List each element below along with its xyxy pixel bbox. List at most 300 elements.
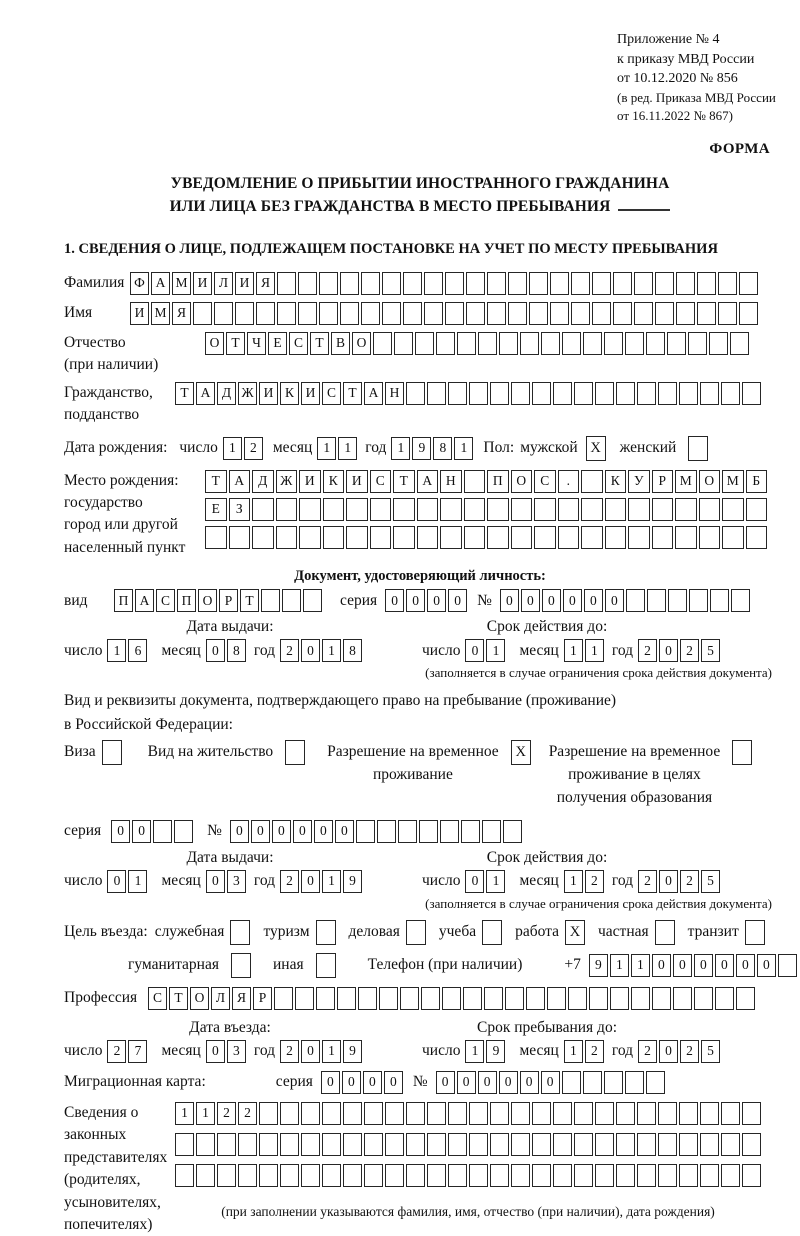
char-cell[interactable]: 1 [322,639,341,662]
char-cell[interactable] [583,1071,602,1094]
char-cell[interactable] [301,1164,320,1187]
char-cell[interactable] [469,1102,488,1125]
char-cell[interactable] [463,987,482,1010]
char-cell[interactable]: А [151,272,170,295]
char-cell[interactable]: 0 [132,820,151,843]
char-cell[interactable] [280,1102,299,1125]
char-cell[interactable]: 0 [206,870,225,893]
char-cell[interactable] [558,498,580,521]
char-cell[interactable]: 0 [293,820,312,843]
char-cell[interactable] [490,1102,509,1125]
char-cell[interactable] [508,302,527,325]
char-cell[interactable] [356,820,375,843]
char-cell[interactable] [469,382,488,405]
char-cell[interactable]: С [534,470,556,493]
char-cell[interactable]: 2 [585,870,604,893]
char-cell[interactable]: Т [175,382,194,405]
char-cell[interactable] [736,987,755,1010]
char-cell[interactable]: И [259,382,278,405]
char-cell[interactable]: 5 [701,1040,720,1063]
char-cell[interactable] [484,987,503,1010]
char-cell[interactable] [532,1164,551,1187]
char-cell[interactable] [464,498,486,521]
char-cell[interactable] [421,987,440,1010]
char-cell[interactable] [581,498,603,521]
char-cell[interactable]: Т [393,470,415,493]
official-checkbox[interactable] [230,920,250,945]
char-cell[interactable]: 1 [486,870,505,893]
char-cell[interactable] [364,1102,383,1125]
char-cell[interactable] [652,498,674,521]
char-cell[interactable] [403,272,422,295]
char-cell[interactable] [385,1102,404,1125]
char-cell[interactable]: 2 [680,1040,699,1063]
char-cell[interactable] [469,1164,488,1187]
sex-female-checkbox[interactable] [688,436,708,461]
char-cell[interactable]: 1 [196,1102,215,1125]
char-cell[interactable]: П [177,589,196,612]
char-cell[interactable]: С [322,382,341,405]
char-cell[interactable] [466,272,485,295]
char-cell[interactable] [343,1102,362,1125]
char-cell[interactable]: У [628,470,650,493]
char-cell[interactable] [626,589,645,612]
char-cell[interactable]: 0 [314,820,333,843]
char-cell[interactable] [464,526,486,549]
char-cell[interactable]: О [699,470,721,493]
char-cell[interactable] [689,589,708,612]
char-cell[interactable] [595,382,614,405]
char-cell[interactable] [175,1133,194,1156]
char-cell[interactable] [403,302,422,325]
char-cell[interactable] [364,1133,383,1156]
char-cell[interactable] [487,498,509,521]
char-cell[interactable]: Т [343,382,362,405]
char-cell[interactable]: М [675,470,697,493]
char-cell[interactable]: 0 [321,1071,340,1094]
char-cell[interactable] [532,382,551,405]
char-cell[interactable]: Т [169,987,188,1010]
char-cell[interactable]: И [301,382,320,405]
char-cell[interactable] [445,272,464,295]
char-cell[interactable] [280,1133,299,1156]
char-cell[interactable] [406,1133,425,1156]
char-cell[interactable]: А [364,382,383,405]
char-cell[interactable] [238,1133,257,1156]
char-cell[interactable] [658,1133,677,1156]
char-cell[interactable] [400,987,419,1010]
char-cell[interactable]: 8 [227,639,246,662]
char-cell[interactable] [214,302,233,325]
char-cell[interactable]: С [148,987,167,1010]
char-cell[interactable] [722,526,744,549]
char-cell[interactable] [406,382,425,405]
char-cell[interactable]: К [605,470,627,493]
char-cell[interactable] [637,1133,656,1156]
char-cell[interactable] [238,1164,257,1187]
char-cell[interactable]: 0 [335,820,354,843]
char-cell[interactable] [613,302,632,325]
char-cell[interactable] [490,1164,509,1187]
char-cell[interactable] [424,272,443,295]
char-cell[interactable]: П [487,470,509,493]
transit-checkbox[interactable] [745,920,765,945]
char-cell[interactable] [343,1164,362,1187]
char-cell[interactable]: 0 [342,1071,361,1094]
char-cell[interactable] [534,498,556,521]
char-cell[interactable] [604,1071,623,1094]
char-cell[interactable]: 0 [736,954,755,977]
char-cell[interactable] [511,526,533,549]
char-cell[interactable]: Ч [247,332,266,355]
char-cell[interactable] [346,498,368,521]
char-cell[interactable] [499,332,518,355]
char-cell[interactable] [574,1164,593,1187]
char-cell[interactable] [343,1133,362,1156]
char-cell[interactable]: 1 [564,639,583,662]
char-cell[interactable] [277,272,296,295]
char-cell[interactable] [553,382,572,405]
char-cell[interactable] [196,1164,215,1187]
char-cell[interactable] [550,302,569,325]
char-cell[interactable] [634,302,653,325]
char-cell[interactable]: 0 [301,870,320,893]
char-cell[interactable]: Л [214,272,233,295]
char-cell[interactable] [625,332,644,355]
char-cell[interactable] [322,1102,341,1125]
char-cell[interactable] [679,1102,698,1125]
char-cell[interactable]: 6 [128,639,147,662]
char-cell[interactable]: 0 [385,589,404,612]
char-cell[interactable] [440,526,462,549]
char-cell[interactable] [394,332,413,355]
char-cell[interactable]: . [558,470,580,493]
char-cell[interactable] [742,382,761,405]
char-cell[interactable] [424,302,443,325]
char-cell[interactable] [217,1164,236,1187]
char-cell[interactable]: 0 [206,1040,225,1063]
char-cell[interactable]: 2 [217,1102,236,1125]
char-cell[interactable] [550,272,569,295]
char-cell[interactable]: 1 [107,639,126,662]
char-cell[interactable] [448,1164,467,1187]
char-cell[interactable] [673,987,692,1010]
char-cell[interactable]: Л [211,987,230,1010]
char-cell[interactable] [322,1164,341,1187]
char-cell[interactable] [295,987,314,1010]
char-cell[interactable] [574,1133,593,1156]
char-cell[interactable] [274,987,293,1010]
char-cell[interactable]: 0 [406,589,425,612]
char-cell[interactable] [511,1102,530,1125]
char-cell[interactable] [174,820,193,843]
char-cell[interactable]: 0 [363,1071,382,1094]
char-cell[interactable]: Т [310,332,329,355]
char-cell[interactable] [385,1133,404,1156]
char-cell[interactable] [655,302,674,325]
char-cell[interactable]: 0 [542,589,561,612]
char-cell[interactable] [742,1133,761,1156]
char-cell[interactable] [398,820,417,843]
char-cell[interactable] [299,498,321,521]
char-cell[interactable]: И [130,302,149,325]
char-cell[interactable] [647,589,666,612]
char-cell[interactable]: К [280,382,299,405]
char-cell[interactable]: 2 [107,1040,126,1063]
char-cell[interactable] [562,332,581,355]
char-cell[interactable]: 0 [694,954,713,977]
char-cell[interactable]: Р [253,987,272,1010]
char-cell[interactable] [323,498,345,521]
char-cell[interactable]: 1 [486,639,505,662]
char-cell[interactable] [259,1102,278,1125]
char-cell[interactable] [568,987,587,1010]
char-cell[interactable] [700,382,719,405]
char-cell[interactable] [511,498,533,521]
char-cell[interactable]: 2 [638,1040,657,1063]
char-cell[interactable] [529,302,548,325]
char-cell[interactable] [628,526,650,549]
char-cell[interactable] [595,1164,614,1187]
char-cell[interactable] [697,302,716,325]
char-cell[interactable] [676,302,695,325]
char-cell[interactable] [679,1164,698,1187]
char-cell[interactable]: 1 [564,870,583,893]
char-cell[interactable] [613,272,632,295]
char-cell[interactable] [217,1133,236,1156]
char-cell[interactable] [652,987,671,1010]
char-cell[interactable] [298,302,317,325]
char-cell[interactable] [511,1164,530,1187]
char-cell[interactable]: 2 [238,1102,257,1125]
char-cell[interactable] [634,272,653,295]
char-cell[interactable] [718,272,737,295]
char-cell[interactable] [589,987,608,1010]
char-cell[interactable]: 0 [659,1040,678,1063]
char-cell[interactable] [746,498,768,521]
char-cell[interactable]: 2 [680,639,699,662]
char-cell[interactable] [721,382,740,405]
char-cell[interactable] [436,332,455,355]
char-cell[interactable]: 1 [564,1040,583,1063]
char-cell[interactable] [340,302,359,325]
char-cell[interactable] [558,526,580,549]
char-cell[interactable] [417,498,439,521]
char-cell[interactable]: Ж [276,470,298,493]
char-cell[interactable]: 0 [659,870,678,893]
char-cell[interactable]: 0 [427,589,446,612]
char-cell[interactable]: О [511,470,533,493]
char-cell[interactable] [440,820,459,843]
char-cell[interactable] [778,954,797,977]
char-cell[interactable] [625,1071,644,1094]
char-cell[interactable]: 0 [251,820,270,843]
char-cell[interactable] [427,1164,446,1187]
char-cell[interactable]: 1 [338,437,357,460]
char-cell[interactable] [679,382,698,405]
char-cell[interactable]: 0 [465,870,484,893]
sex-male-checkbox[interactable]: X [586,436,606,461]
char-cell[interactable]: 0 [652,954,671,977]
char-cell[interactable] [440,498,462,521]
char-cell[interactable] [487,526,509,549]
residence-permit-checkbox[interactable] [285,740,305,765]
char-cell[interactable] [153,820,172,843]
char-cell[interactable] [364,1164,383,1187]
char-cell[interactable] [547,987,566,1010]
char-cell[interactable]: 0 [541,1071,560,1094]
char-cell[interactable] [581,526,603,549]
char-cell[interactable]: 8 [343,639,362,662]
char-cell[interactable] [628,498,650,521]
char-cell[interactable]: 2 [585,1040,604,1063]
char-cell[interactable]: 0 [563,589,582,612]
work-checkbox[interactable]: X [565,920,585,945]
char-cell[interactable] [605,526,627,549]
humanitarian-checkbox[interactable] [231,953,251,978]
char-cell[interactable]: 1 [317,437,336,460]
char-cell[interactable] [697,272,716,295]
char-cell[interactable]: 0 [499,1071,518,1094]
char-cell[interactable] [511,382,530,405]
char-cell[interactable]: Д [252,470,274,493]
char-cell[interactable] [487,272,506,295]
char-cell[interactable]: 0 [465,639,484,662]
char-cell[interactable]: Р [652,470,674,493]
char-cell[interactable] [427,1102,446,1125]
char-cell[interactable]: Т [240,589,259,612]
char-cell[interactable]: Д [217,382,236,405]
char-cell[interactable]: М [172,272,191,295]
temp-residence-checkbox[interactable]: X [511,740,531,765]
char-cell[interactable]: 0 [584,589,603,612]
char-cell[interactable] [532,1102,551,1125]
char-cell[interactable] [655,272,674,295]
char-cell[interactable]: К [323,470,345,493]
char-cell[interactable] [417,526,439,549]
char-cell[interactable] [448,382,467,405]
char-cell[interactable] [196,1133,215,1156]
tourism-checkbox[interactable] [316,920,336,945]
char-cell[interactable] [526,987,545,1010]
char-cell[interactable]: Ж [238,382,257,405]
char-cell[interactable] [668,589,687,612]
char-cell[interactable]: Я [172,302,191,325]
char-cell[interactable] [595,1133,614,1156]
char-cell[interactable] [742,1102,761,1125]
char-cell[interactable] [746,526,768,549]
char-cell[interactable]: 1 [128,870,147,893]
char-cell[interactable]: И [299,470,321,493]
char-cell[interactable] [379,987,398,1010]
char-cell[interactable] [276,526,298,549]
char-cell[interactable]: 1 [175,1102,194,1125]
char-cell[interactable]: С [370,470,392,493]
char-cell[interactable]: 0 [384,1071,403,1094]
char-cell[interactable]: Я [256,272,275,295]
char-cell[interactable] [319,302,338,325]
char-cell[interactable] [478,332,497,355]
char-cell[interactable]: С [289,332,308,355]
char-cell[interactable] [361,302,380,325]
char-cell[interactable] [739,302,758,325]
char-cell[interactable] [710,589,729,612]
char-cell[interactable] [370,498,392,521]
char-cell[interactable] [319,272,338,295]
char-cell[interactable] [373,332,392,355]
char-cell[interactable]: Р [219,589,238,612]
char-cell[interactable]: О [352,332,371,355]
char-cell[interactable] [393,526,415,549]
study-checkbox[interactable] [482,920,502,945]
char-cell[interactable]: 0 [757,954,776,977]
char-cell[interactable]: 9 [343,1040,362,1063]
private-checkbox[interactable] [655,920,675,945]
char-cell[interactable]: 0 [448,589,467,612]
char-cell[interactable] [541,332,560,355]
char-cell[interactable] [553,1133,572,1156]
char-cell[interactable] [676,272,695,295]
char-cell[interactable]: 1 [223,437,242,460]
char-cell[interactable] [370,526,392,549]
char-cell[interactable] [464,470,486,493]
char-cell[interactable] [637,382,656,405]
char-cell[interactable]: 9 [412,437,431,460]
business-checkbox[interactable] [406,920,426,945]
char-cell[interactable]: 2 [280,1040,299,1063]
char-cell[interactable] [419,820,438,843]
char-cell[interactable] [301,1102,320,1125]
char-cell[interactable]: Я [232,987,251,1010]
char-cell[interactable]: 0 [673,954,692,977]
char-cell[interactable]: М [151,302,170,325]
char-cell[interactable] [700,1164,719,1187]
char-cell[interactable] [721,1164,740,1187]
char-cell[interactable] [583,332,602,355]
char-cell[interactable]: 0 [301,639,320,662]
char-cell[interactable] [520,332,539,355]
char-cell[interactable] [322,1133,341,1156]
char-cell[interactable]: 1 [322,870,341,893]
char-cell[interactable] [361,272,380,295]
char-cell[interactable]: 0 [521,589,540,612]
char-cell[interactable] [658,1102,677,1125]
char-cell[interactable] [205,526,227,549]
char-cell[interactable]: Н [440,470,462,493]
char-cell[interactable] [340,272,359,295]
char-cell[interactable]: 9 [589,954,608,977]
char-cell[interactable]: 2 [244,437,263,460]
char-cell[interactable]: А [196,382,215,405]
char-cell[interactable] [534,526,556,549]
char-cell[interactable] [261,589,280,612]
char-cell[interactable] [385,1164,404,1187]
char-cell[interactable] [574,1102,593,1125]
char-cell[interactable]: 0 [520,1071,539,1094]
char-cell[interactable] [508,272,527,295]
char-cell[interactable]: М [722,470,744,493]
char-cell[interactable] [646,1071,665,1094]
char-cell[interactable] [487,302,506,325]
char-cell[interactable] [276,498,298,521]
char-cell[interactable]: 0 [500,589,519,612]
char-cell[interactable] [658,1164,677,1187]
char-cell[interactable]: 1 [454,437,473,460]
char-cell[interactable] [193,302,212,325]
char-cell[interactable] [235,302,254,325]
char-cell[interactable]: 0 [107,870,126,893]
char-cell[interactable]: 0 [301,1040,320,1063]
